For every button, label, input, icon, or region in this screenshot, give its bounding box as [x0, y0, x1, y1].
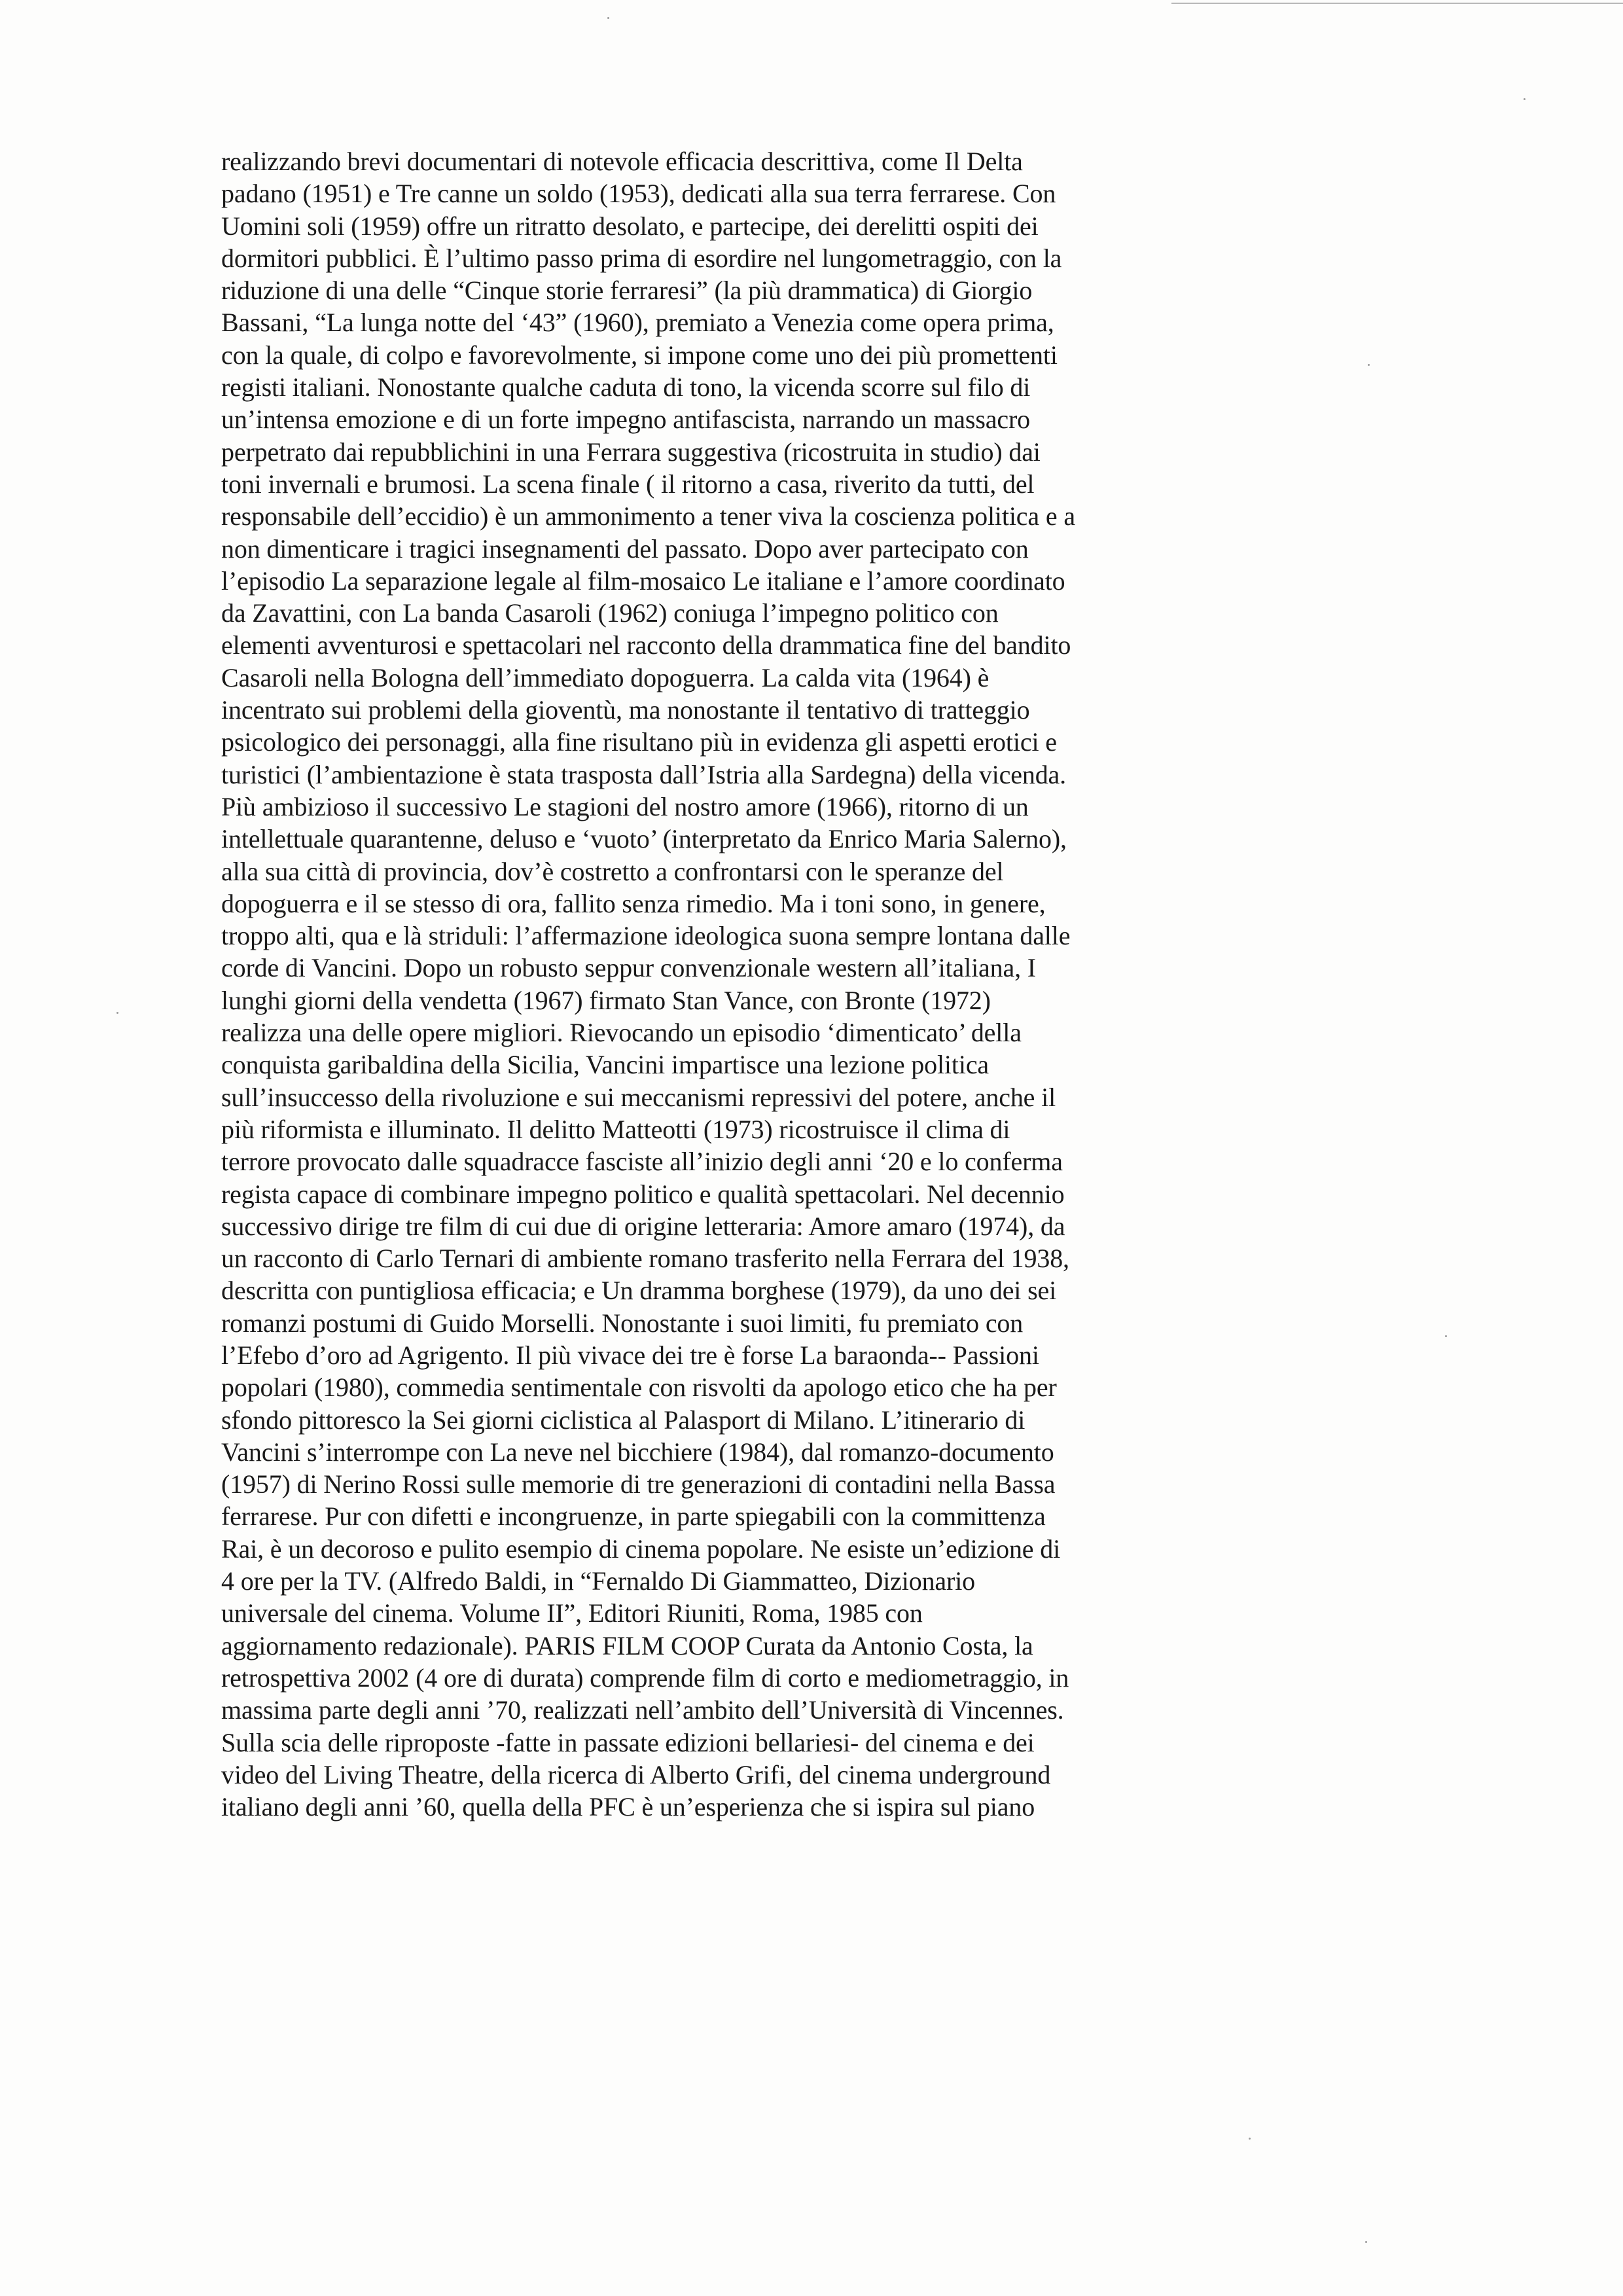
text-line: responsabile dell’eccidio) è un ammonimento a tener viva la coscienza politica e a: [221, 501, 1075, 531]
text-line: (1957) di Nerino Rossi sulle memorie di tre generazioni di contadini nella Bassa: [221, 1469, 1056, 1499]
text-line: successivo dirige tre film di cui due di origine letteraria: Amore amaro (1974), da: [221, 1211, 1065, 1241]
text-line: 4 ore per la TV. (Alfredo Baldi, in “Fernaldo Di Giammatteo, Dizionario: [221, 1566, 976, 1596]
text-line: da Zavattini, con La banda Casaroli (1962) coniuga l’impegno politico con: [221, 598, 999, 628]
scan-speck: [1249, 2138, 1251, 2140]
text-line: l’episodio La separazione legale al film-mosaico Le italiane e l’amore coordinato: [221, 565, 1065, 596]
text-line: dopoguerra e il se stesso di ora, fallito senza rimedio. Ma i toni sono, in genere,: [221, 888, 1046, 918]
text-line: corde di Vancini. Dopo un robusto seppur convenzionale western all’italiana, I: [221, 953, 1036, 983]
text-line: descritta con puntigliosa efficacia; e Un dramma borghese (1979), da uno dei sei: [221, 1276, 1057, 1306]
text-line: Vancini s’interrompe con La neve nel bicchiere (1984), dal romanzo-documento: [221, 1437, 1054, 1467]
text-line: registi italiani. Nonostante qualche caduta di tono, la vicenda scorre sul filo di: [221, 372, 1031, 403]
text-line: video del Living Theatre, della ricerca di Alberto Grifi, del cinema underground: [221, 1759, 1051, 1789]
text-line: realizzando brevi documentari di notevole efficacia descrittiva, come Il Delta: [221, 147, 1023, 176]
scan-edge-rule: [1171, 3, 1623, 4]
text-line: psicologico dei personaggi, alla fine risultano più in evidenza gli aspetti erotici e: [221, 727, 1057, 757]
scan-speck: [607, 17, 609, 19]
text-line: Sulla scia delle riproposte -fatte in passate edizioni bellariesi- del cinema e dei: [221, 1727, 1035, 1757]
text-line: massima parte degli anni ’70, realizzati nell’ambito dell’Università di Vincennes.: [221, 1695, 1064, 1725]
text-line: riduzione di una delle “Cinque storie ferraresi” (la più drammatica) di Giorgio: [221, 276, 1033, 306]
scan-speck: [1524, 98, 1525, 100]
text-line: alla sua città di provincia, dov’è costretto a confrontarsi con le speranze del: [221, 856, 1004, 886]
text-line: retrospettiva 2002 (4 ore di durata) comprende film di corto e mediometraggio, in: [221, 1662, 1069, 1693]
text-line: l’Efebo d’oro ad Agrigento. Il più vivace dei tre è forse La baraonda-- Passioni: [221, 1340, 1039, 1370]
text-line: regista capace di combinare impegno politico e qualità spettacolari. Nel decennio: [221, 1179, 1065, 1209]
text-line: perpetrato dai repubblichini in una Ferrara suggestiva (ricostruita in studio) dai: [221, 437, 1041, 467]
scan-speck: [1368, 364, 1370, 366]
text-line: più riformista e illuminato. Il delitto Matteotti (1973) ricostruisce il clima di: [221, 1114, 1010, 1144]
text-line: non dimenticare i tragici insegnamenti del passato. Dopo aver partecipato con: [221, 533, 1029, 564]
text-line: con la quale, di colpo e favorevolmente, si impone come uno dei più promettenti: [221, 340, 1058, 370]
scan-speck: [116, 1012, 118, 1014]
text-line: troppo alti, qua e là striduli: l’affermazione ideologica suona sempre lontana dalle: [221, 921, 1071, 951]
text-line: dormitori pubblici. È l’ultimo passo prima di esordire nel lungometraggio, con la: [221, 243, 1062, 273]
text-line: popolari (1980), commedia sentimentale con risvolti da apologo etico che ha per: [221, 1372, 1057, 1403]
text-line: terrore provocato dalle squadracce fasciste all’inizio degli anni ‘20 e lo conferma: [221, 1147, 1063, 1177]
body-text: [221, 145, 1281, 1822]
text-line: lunghi giorni della vendetta (1967) firmato Stan Vance, con Bronte (1972): [221, 985, 991, 1015]
text-line: toni invernali e brumosi. La scena finale ( il ritorno a casa, riverito da tutti, del: [221, 469, 1035, 499]
text-line: aggiornamento redazionale). PARIS FILM COOP Curata da Antonio Costa, la: [221, 1630, 1033, 1660]
text-line: conquista garibaldina della Sicilia, Vancini impartisce una lezione politica: [221, 1050, 990, 1080]
text-line: Uomini soli (1959) offre un ritratto desolato, e partecipe, dei derelitti ospiti dei: [221, 211, 1039, 241]
text-line: un racconto di Carlo Ternari di ambiente romano trasferito nella Ferrara del 1938,: [221, 1244, 1069, 1274]
text-line: sfondo pittoresco la Sei giorni ciclistica al Palasport di Milano. L’itinerario di: [221, 1405, 1026, 1435]
text-line: Casaroli nella Bologna dell’immediato dopoguerra. La calda vita (1964) è: [221, 662, 990, 692]
text-line: un’intensa emozione e di un forte impegno antifascista, narrando un massacro: [221, 404, 1030, 435]
text-line: universale del cinema. Volume II”, Editori Riuniti, Roma, 1985 con: [221, 1598, 923, 1628]
scan-speck: [1365, 2241, 1367, 2243]
text-line: turistici (l’ambientazione è stata trasposta dall’Istria alla Sardegna) della vicenda.: [221, 759, 1067, 789]
text-line: padano (1951) e Tre canne un soldo (1953), dedicati alla sua terra ferrarese. Con: [221, 179, 1056, 209]
text-line: ferrarese. Pur con difetti e incongruenze, in parte spiegabili con la committenza: [221, 1501, 1046, 1532]
text-line: Più ambizioso il successivo Le stagioni del nostro amore (1966), ritorno di un: [221, 791, 1029, 821]
text-line: italiano degli anni ’60, quella della PFC è un’esperienza che si ispira sul piano: [221, 1792, 1035, 1822]
text-line: incentrato sui problemi della gioventù, ma nonostante il tentativo di tratteggio: [221, 695, 1030, 725]
text-line: intellettuale quarantenne, deluso e ‘vuoto’ (interpretato da Enrico Maria Salerno),: [221, 824, 1067, 854]
text-line: realizza una delle opere migliori. Rievocando un episodio ‘dimenticato’ della: [221, 1018, 1022, 1048]
text-line: elementi avventurosi e spettacolari nel racconto della drammatica fine del bandito: [221, 630, 1071, 660]
text-line: Bassani, “La lunga notte del ‘43” (1960), premiato a Venezia come opera prima,: [221, 308, 1054, 338]
text-line: romanzi postumi di Guido Morselli. Nonostante i suoi limiti, fu premiato con: [221, 1308, 1024, 1338]
text-line: Rai, è un decoroso e pulito esempio di cinema popolare. Ne esiste un’edizione di: [221, 1534, 1061, 1564]
text-line: sull’insuccesso della rivoluzione e sui meccanismi repressivi del potere, anche il: [221, 1082, 1056, 1112]
scan-speck: [1445, 1335, 1447, 1337]
